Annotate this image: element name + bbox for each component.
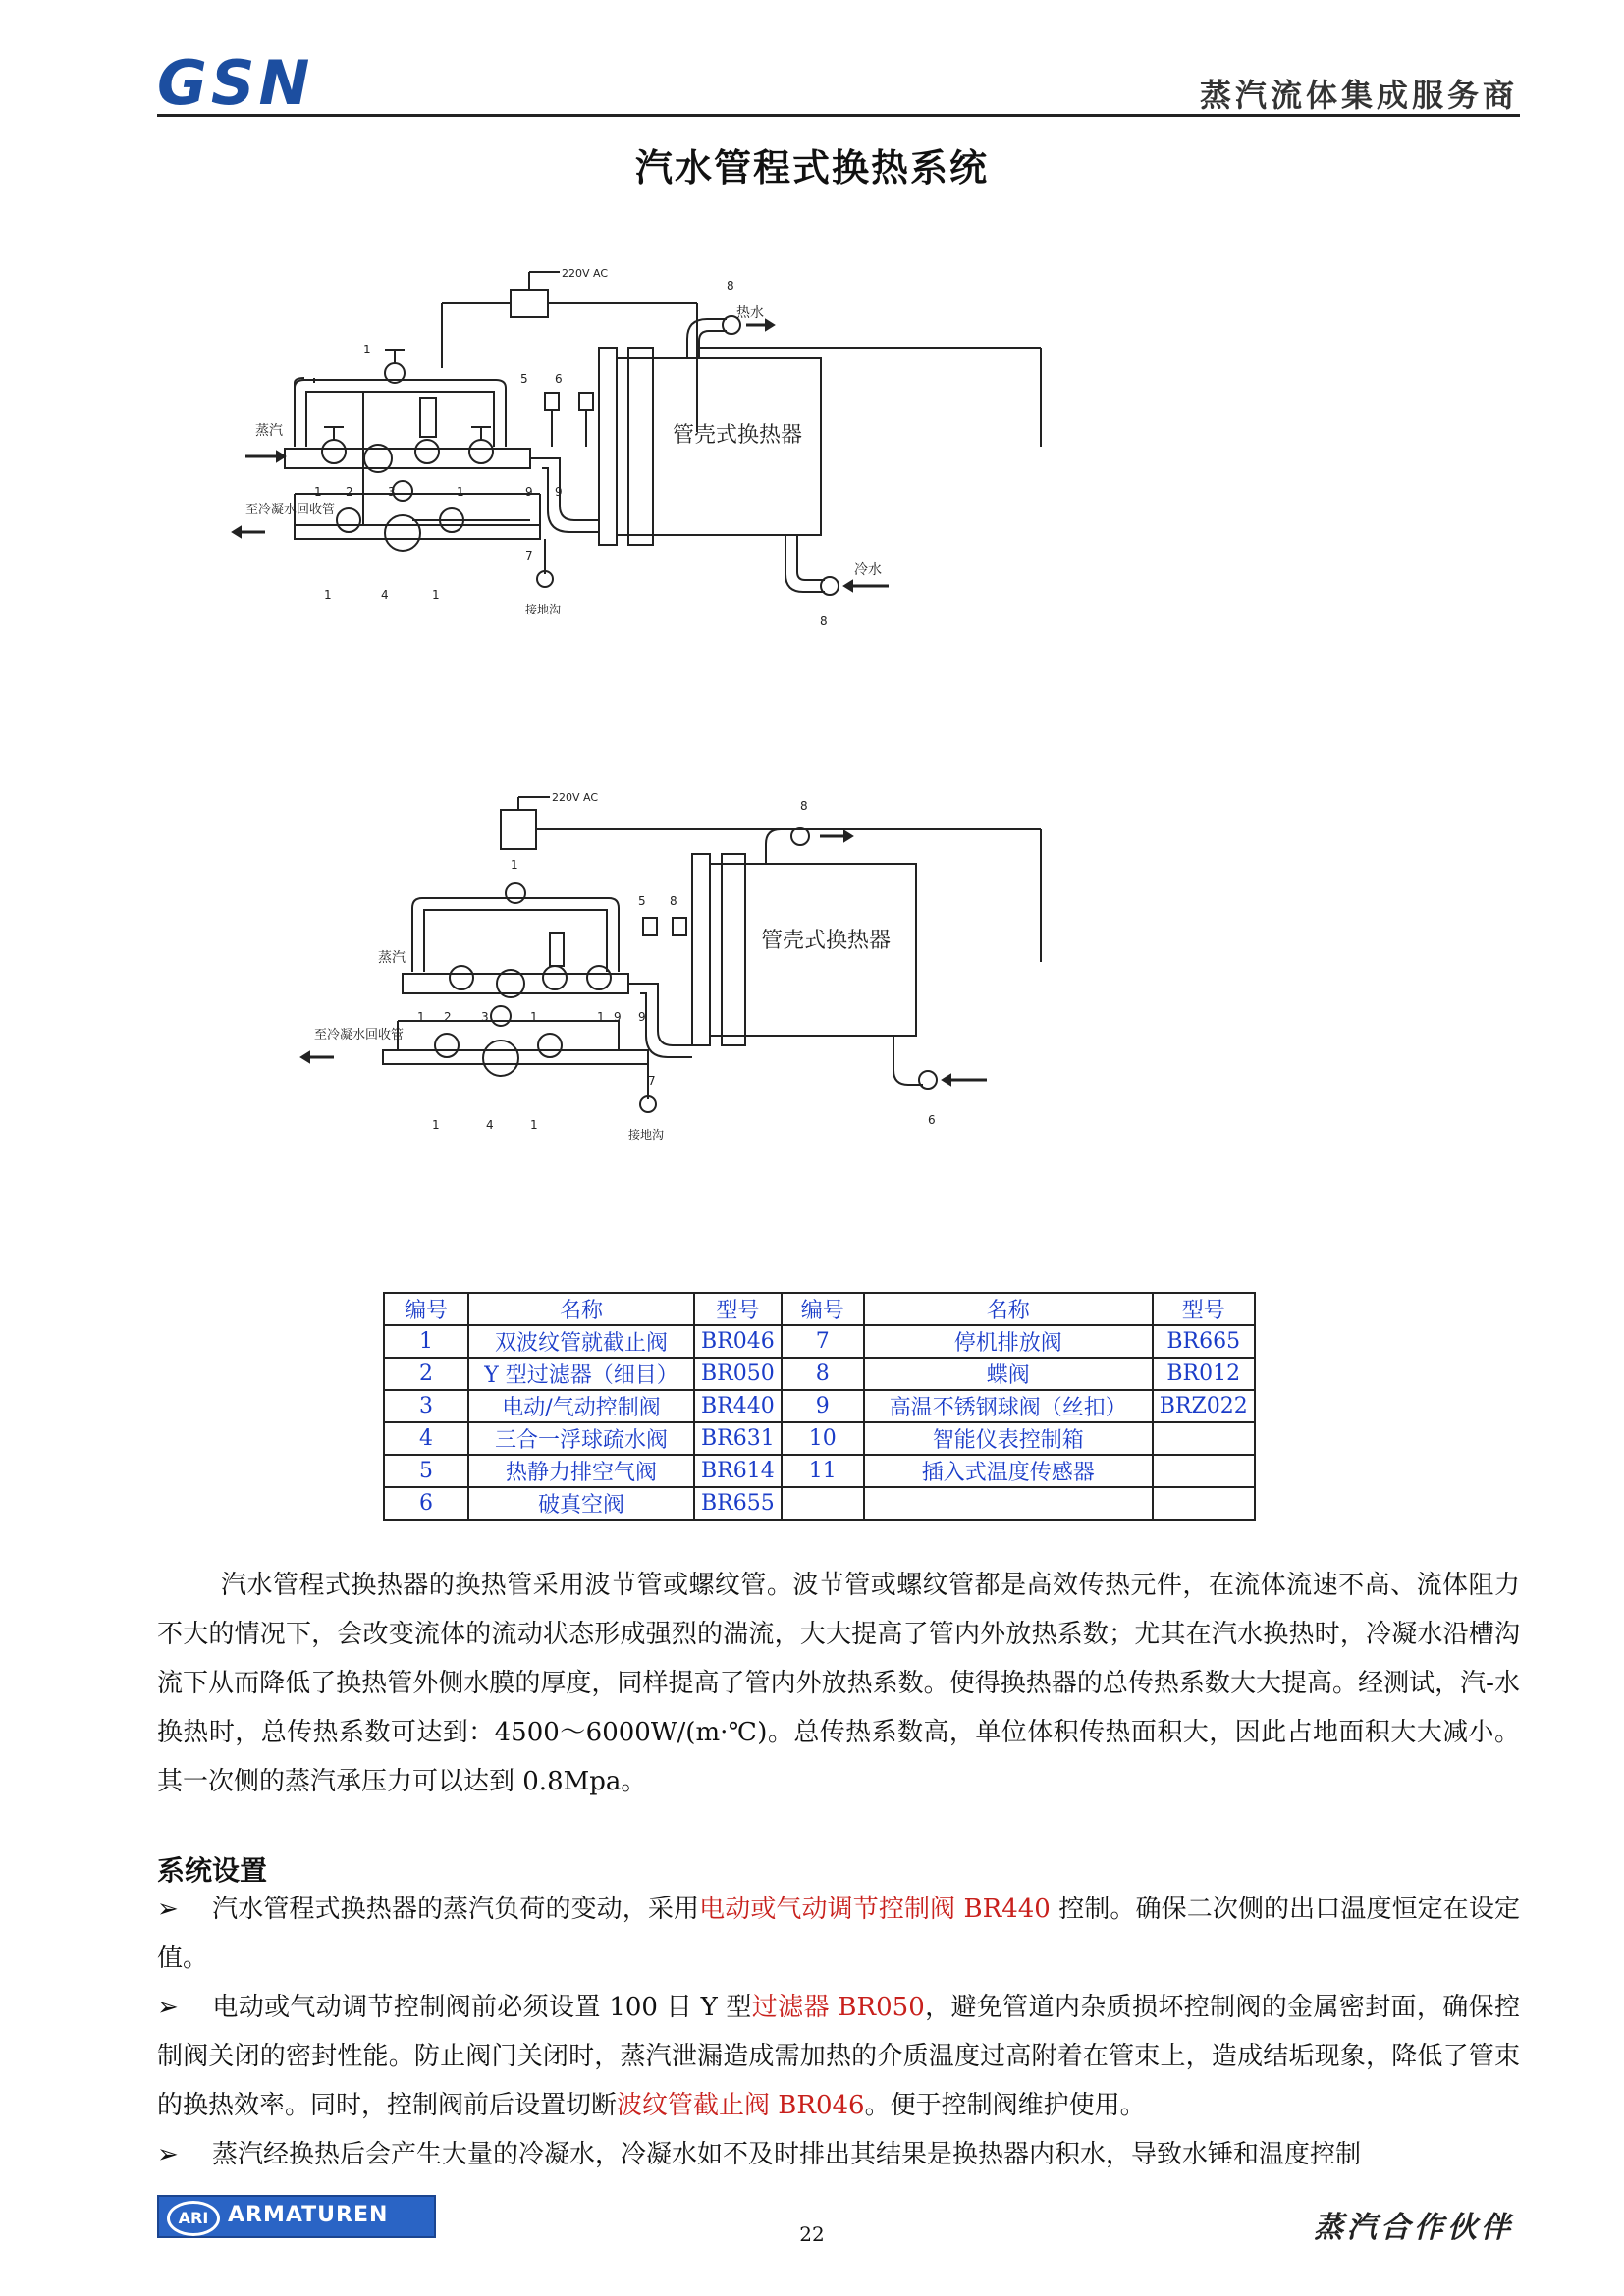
cell: BR012 — [1153, 1358, 1255, 1390]
table-row — [384, 1390, 1255, 1422]
gsn-logo: GSN — [157, 47, 314, 119]
cell: 9 — [782, 1390, 864, 1422]
callout-number: 1 — [324, 588, 332, 602]
col-name: 名称 — [468, 1293, 694, 1325]
cell: 破真空阀 — [468, 1487, 694, 1520]
controller-box-icon — [511, 290, 548, 317]
callout-number: 1 — [530, 1118, 538, 1132]
cell: 电动/气动控制阀 — [468, 1390, 694, 1422]
cell: BR046 — [694, 1325, 782, 1358]
callout-number: 1 — [530, 1010, 538, 1024]
cell: 6 — [384, 1487, 468, 1520]
cell: 插入式温度传感器 — [864, 1455, 1153, 1487]
armaturen-wordmark: ARMATUREN — [228, 2203, 389, 2227]
control-valve-actuator-icon — [420, 398, 436, 437]
callout-number: 2 — [444, 1010, 452, 1024]
cell: BR655 — [694, 1487, 782, 1520]
cell: 1 — [384, 1325, 468, 1358]
cell: 蝶阀 — [864, 1358, 1153, 1390]
callout-number: 1 — [363, 343, 371, 356]
table-row — [384, 1455, 1255, 1487]
callout-number: 9 — [614, 1010, 622, 1024]
exchanger-label: 管壳式换热器 — [673, 423, 803, 448]
cell — [1153, 1487, 1255, 1520]
table-header-row — [384, 1293, 1255, 1325]
power-label-2: 220V AC — [552, 791, 599, 804]
callout-number: 8 — [820, 614, 828, 628]
cell: 10 — [782, 1422, 864, 1455]
cell: 高温不锈钢球阀（丝扣） — [864, 1390, 1153, 1422]
callout-number: 9 — [638, 1010, 646, 1024]
callout-number: 9 — [555, 485, 563, 499]
cold-water-label: 冷水 — [854, 562, 882, 578]
steam-in-label: 蒸汽 — [255, 423, 283, 439]
callout-number: 3 — [481, 1010, 489, 1024]
bullet-2-highlight-2: 波纹管截止阀 BR046 — [617, 2091, 865, 2120]
callout-number: 6 — [555, 372, 563, 386]
callout-number: 5 — [638, 894, 646, 908]
cell: 11 — [782, 1455, 864, 1487]
callout-number: 1 — [432, 588, 440, 602]
drain-label-2: 接地沟 — [628, 1128, 665, 1142]
cell: 智能仪表控制箱 — [864, 1422, 1153, 1455]
header-rule — [157, 114, 1520, 117]
callout-number: 6 — [928, 1113, 936, 1127]
bullet-arrow-icon: ➢ — [157, 1993, 179, 2022]
list-item — [157, 1885, 1520, 1983]
bullet-1-text-end: 控制。确保二次侧的出口温度恒定在设定值。 — [157, 1895, 1520, 1973]
list-item — [157, 1983, 1520, 2130]
cell: 7 — [782, 1325, 864, 1358]
page-title: 汽水管程式换热系统 — [634, 145, 989, 189]
cell: 5 — [384, 1455, 468, 1487]
cell — [1153, 1455, 1255, 1487]
col-no-2: 编号 — [782, 1293, 864, 1325]
col-no: 编号 — [384, 1293, 468, 1325]
cell: 8 — [782, 1358, 864, 1390]
cell — [864, 1487, 1153, 1520]
header-tagline: 蒸汽流体集成服务商 — [1199, 77, 1518, 114]
callout-number: 7 — [525, 549, 533, 562]
callout-number: 8 — [670, 894, 677, 908]
table-row — [384, 1487, 1255, 1520]
cell: Y 型过滤器（细目） — [468, 1358, 694, 1390]
ari-mark: ARI — [167, 2201, 220, 2236]
callout-number: 1 — [314, 485, 322, 499]
bullet-arrow-icon: ➢ — [157, 2140, 179, 2169]
cell: 3 — [384, 1390, 468, 1422]
callout-number: 2 — [346, 485, 353, 499]
steam-in-label-2: 蒸汽 — [378, 950, 406, 966]
intro-paragraph — [157, 1561, 1520, 1806]
cell: 双波纹管就截止阀 — [468, 1325, 694, 1358]
cell — [1153, 1422, 1255, 1455]
col-name-2: 名称 — [864, 1293, 1153, 1325]
callout-number: 9 — [525, 485, 533, 499]
footer-slogan: 蒸汽合作伙伴 — [1314, 2211, 1514, 2245]
section-title: 系统设置 — [157, 1854, 268, 1887]
cell: BRZ022 — [1153, 1390, 1255, 1422]
exchanger-flange-icon — [599, 348, 617, 545]
system-diagram-2 — [314, 785, 1296, 1256]
cell: BR665 — [1153, 1325, 1255, 1358]
controller-box-icon-2 — [501, 810, 536, 849]
callout-number: 8 — [800, 799, 808, 813]
system-diagram-1 — [245, 260, 1345, 761]
bullet-2-highlight-1: 过滤器 BR050 — [751, 1993, 925, 2022]
cell — [782, 1487, 864, 1520]
condensate-label-2: 至冷凝水回收管 — [314, 1028, 405, 1042]
col-model: 型号 — [694, 1293, 782, 1325]
bullet-2-text-mid: ，避免管道内杂质损坏控制阀的金属密封面，确保控制阀关闭的密封性能。防止阀门关闭时，蒸汽泄漏造成需加热的介质温度过高附着在管束上，造成结垢现象，降低了管束的换热效率。同时，控制阀前后设置切断 — [157, 1993, 1520, 2120]
bullet-arrow-icon: ➢ — [157, 1895, 179, 1924]
bullet-1-text: 汽水管程式换热器的蒸汽负荷的变动，采用 — [212, 1895, 700, 1924]
power-label: 220V AC — [562, 267, 609, 280]
hot-water-label: 热水 — [736, 305, 764, 321]
float-trap-icon — [385, 515, 420, 551]
page-number: 22 — [799, 2222, 825, 2246]
callout-number: 4 — [486, 1118, 494, 1132]
condensate-label: 至冷凝水回收管 — [245, 503, 336, 517]
bullet-2-text-end: 。便于控制阀维护使用。 — [864, 2091, 1146, 2120]
cell: BR631 — [694, 1422, 782, 1455]
bullet-2-text: 电动或气动调节控制阀前必须设置 100 目 Y 型 — [212, 1993, 752, 2022]
drain-label: 接地沟 — [525, 603, 562, 616]
table-row — [384, 1422, 1255, 1455]
list-item — [157, 2130, 1520, 2179]
bullet-1-highlight: 电动或气动调节控制阀 BR440 — [699, 1895, 1051, 1924]
intro-text: 汽水管程式换热器的换热管采用波节管或螺纹管。波节管或螺纹管都是高效传热元件，在流体流速不高、流体阻力不大的情况下，会改变流体的流动状态形成强烈的湍流，大大提高了管内外放热系数；尤其在汽水换热时，冷凝水沿槽沟流下从而降低了换热管外侧水膜的厚度，同样提高了管内外放热系数。使得换热器的总传热系数大大提高。经测试，汽-水换热时，总传热系数可达到：4500～6000W/(m·℃)。总传热系数高，单位体积传热面积大，因此占地面积大大减小。其一次侧的蒸汽承压力可以达到 0.8Mpa。 — [157, 1571, 1520, 1796]
cell: BR050 — [694, 1358, 782, 1390]
callout-number: 8 — [727, 279, 734, 293]
parts-table — [383, 1292, 1256, 1521]
callout-number: 5 — [520, 372, 528, 386]
table-row — [384, 1325, 1255, 1358]
cell: 停机排放阀 — [864, 1325, 1153, 1358]
cell: 三合一浮球疏水阀 — [468, 1422, 694, 1455]
exchanger-flange-icon-2 — [692, 854, 710, 1045]
col-model-2: 型号 — [1153, 1293, 1255, 1325]
callout-number: 3 — [388, 485, 396, 499]
table-row — [384, 1358, 1255, 1390]
callout-number: 1 — [432, 1118, 440, 1132]
callout-number: 4 — [381, 588, 389, 602]
callout-number: 1 — [597, 1010, 605, 1024]
cell: 热静力排空气阀 — [468, 1455, 694, 1487]
callout-number: 7 — [648, 1074, 656, 1088]
cell: 4 — [384, 1422, 468, 1455]
exchanger-label-2: 管壳式换热器 — [761, 929, 892, 953]
cell: BR440 — [694, 1390, 782, 1422]
cell: BR614 — [694, 1455, 782, 1487]
callout-number: 1 — [511, 858, 518, 872]
callout-number: 1 — [457, 485, 464, 499]
bullet-3-text: 蒸汽经换热后会产生大量的冷凝水，冷凝水如不及时排出其结果是换热器内积水，导致水锤和温度控制 — [212, 2140, 1362, 2169]
settings-list — [157, 1885, 1520, 2179]
callout-number: 1 — [417, 1010, 425, 1024]
cell: 2 — [384, 1358, 468, 1390]
